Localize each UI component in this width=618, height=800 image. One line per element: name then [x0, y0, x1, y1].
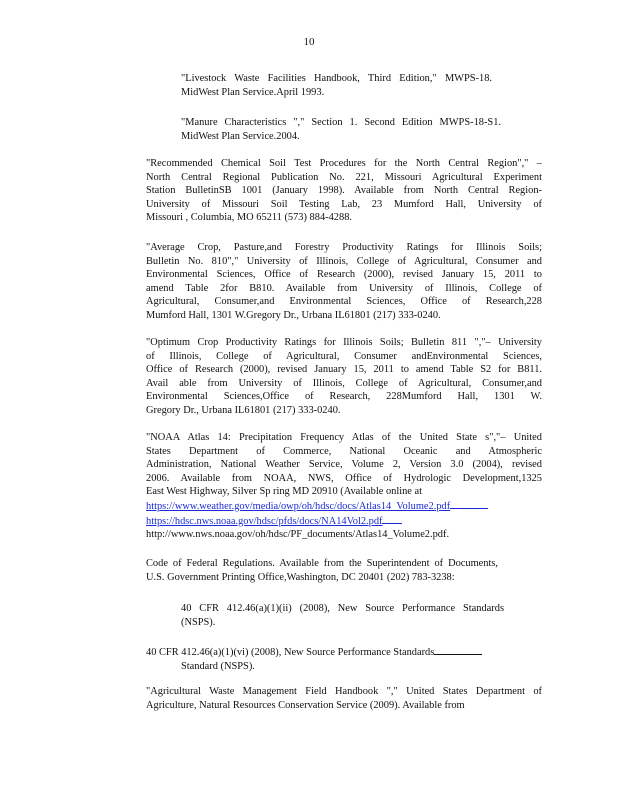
reference-line: Code of Federal Regulations. Available from the Superintendent of Documents, — [146, 558, 498, 569]
reference-line: Standard (NSPS). — [181, 660, 255, 672]
reference-line: Environmental Sciences, Office of Research (2000), revised January 15, 2011 to — [146, 269, 542, 281]
reference-line: University of Missouri Soil Testing Lab, 23 Mumford Hall, University of — [146, 198, 542, 210]
reference-bulletin-810 — [146, 241, 542, 323]
noaa-link-line — [146, 499, 542, 514]
reference-line: "Average Crop, Pasture,and Forestry Productivity Ratings for Illinois Soils; — [146, 242, 542, 253]
reference-line: Avail able from University of Illinois, College of Agricultural, Consumer,and — [146, 377, 542, 389]
underline-rule — [434, 645, 482, 655]
noaa-atlas-link-hdsc[interactable]: https://hdsc.nws.noaa.gov/hdsc/pfds/docs/NA14Vol2.pdf — [146, 515, 383, 527]
reference-line: "Recommended Chemical Soil Test Procedures for the North Central Region"," – — [146, 158, 542, 169]
reference-line: Station BulletinSB 1001 (January 1998). Available from North Central Region- — [146, 185, 542, 197]
reference-line: Missouri , Columbia, MO 65211 (573) 884-4288. — [146, 212, 352, 224]
reference-cfr-412-46-vi — [146, 645, 476, 673]
reference-line: North Central Regional Publication No. 221, Missouri Agricultural Experiment — [146, 171, 542, 183]
reference-manure-characteristics — [181, 116, 501, 143]
reference-line: Administration, National Weather Service, Volume 2, Version 3.0 (2004), revised — [146, 459, 542, 471]
reference-line: Office of Research (2000), revised January 15, 2011 to amend Table S2 for B811. — [146, 364, 542, 376]
reference-cfr-412-46-ii — [181, 602, 504, 629]
reference-line: "Optimum Crop Productivity Ratings for Illinois Soils; Bulletin 811 ","– University — [146, 337, 542, 348]
reference-line: MidWest Plan Service.April 1993. — [181, 86, 325, 98]
page-number: 10 — [303, 36, 315, 48]
reference-line: (NSPS). — [181, 616, 216, 628]
reference-line: "Manure Characteristics "," Section 1. Second Edition MWPS-18-S1. — [181, 117, 501, 128]
noaa-link-line — [146, 514, 542, 529]
reference-line: Bulletin No. 810"," University of Illinois, College of Agricultural, Consumer and — [146, 255, 542, 267]
link-underline-extension — [450, 499, 488, 509]
reference-bulletin-811 — [146, 336, 542, 418]
noaa-atlas-link-weather-gov[interactable]: https://www.weather.gov/media/owp/oh/hdsc/docs/Atlas14_Volume2.pdf — [146, 500, 451, 512]
reference-soil-test-procedures — [146, 157, 542, 225]
noaa-plain-url: http://www.nws.noaa.gov/oh/hdsc/PF_documents/Atlas14_Volume2.pdf. — [146, 529, 450, 541]
link-underline-extension — [382, 514, 402, 524]
reference-line: "Agricultural Waste Management Field Handbook "," United States Department of — [146, 686, 542, 697]
reference-line: MidWest Plan Service.2004. — [181, 130, 300, 142]
reference-line: 2006. Available from NOAA, NWS, Office of Hydrologic Development,1325 — [146, 472, 542, 484]
reference-line: amend Table 2for B810. Available from University of Illinois, College of — [146, 282, 542, 294]
reference-code-of-federal-regulations — [146, 557, 498, 584]
reference-line: States Department of Commerce, National Oceanic and Atmospheric — [146, 445, 542, 457]
reference-livestock-waste — [181, 72, 492, 99]
reference-line: of Illinois, College of Agricultural, Consumer andEnvironmental Sciences, — [146, 350, 542, 362]
reference-line: East West Highway, Silver Sp ring MD 20910 (Available online at — [146, 486, 423, 498]
reference-agricultural-waste-handbook — [146, 685, 542, 712]
reference-noaa-atlas-14 — [146, 431, 542, 542]
reference-line: Mumford Hall, 1301 W.Gregory Dr., Urbana IL61801 (217) 333-0240. — [146, 309, 441, 321]
reference-line: Gregory Dr., Urbana IL61801 (217) 333-0240. — [146, 404, 341, 416]
reference-line: "Livestock Waste Facilities Handbook, Third Edition," MWPS-18. — [181, 73, 492, 84]
reference-line-text: 40 CFR 412.46(a)(1)(vi) (2008), New Source Performance Standards — [146, 647, 435, 658]
reference-line: 40 CFR 412.46(a)(1)(ii) (2008), New Source Performance Standards — [181, 603, 504, 614]
reference-line: Agriculture, Natural Resources Conservation Service (2009). Available from — [146, 699, 465, 711]
reference-line — [146, 645, 476, 660]
reference-line: Agricultural, Consumer,and Environmental Sciences, Office of Research,228 — [146, 296, 542, 308]
reference-line: U.S. Government Printing Office,Washington, DC 20401 (202) 783-3238: — [146, 571, 455, 583]
reference-line: Environmental Sciences,Office of Research, 228Mumford Hall, 1301 W. — [146, 391, 542, 403]
reference-line: "NOAA Atlas 14: Precipitation Frequency Atlas of the United State s","– United — [146, 432, 542, 443]
